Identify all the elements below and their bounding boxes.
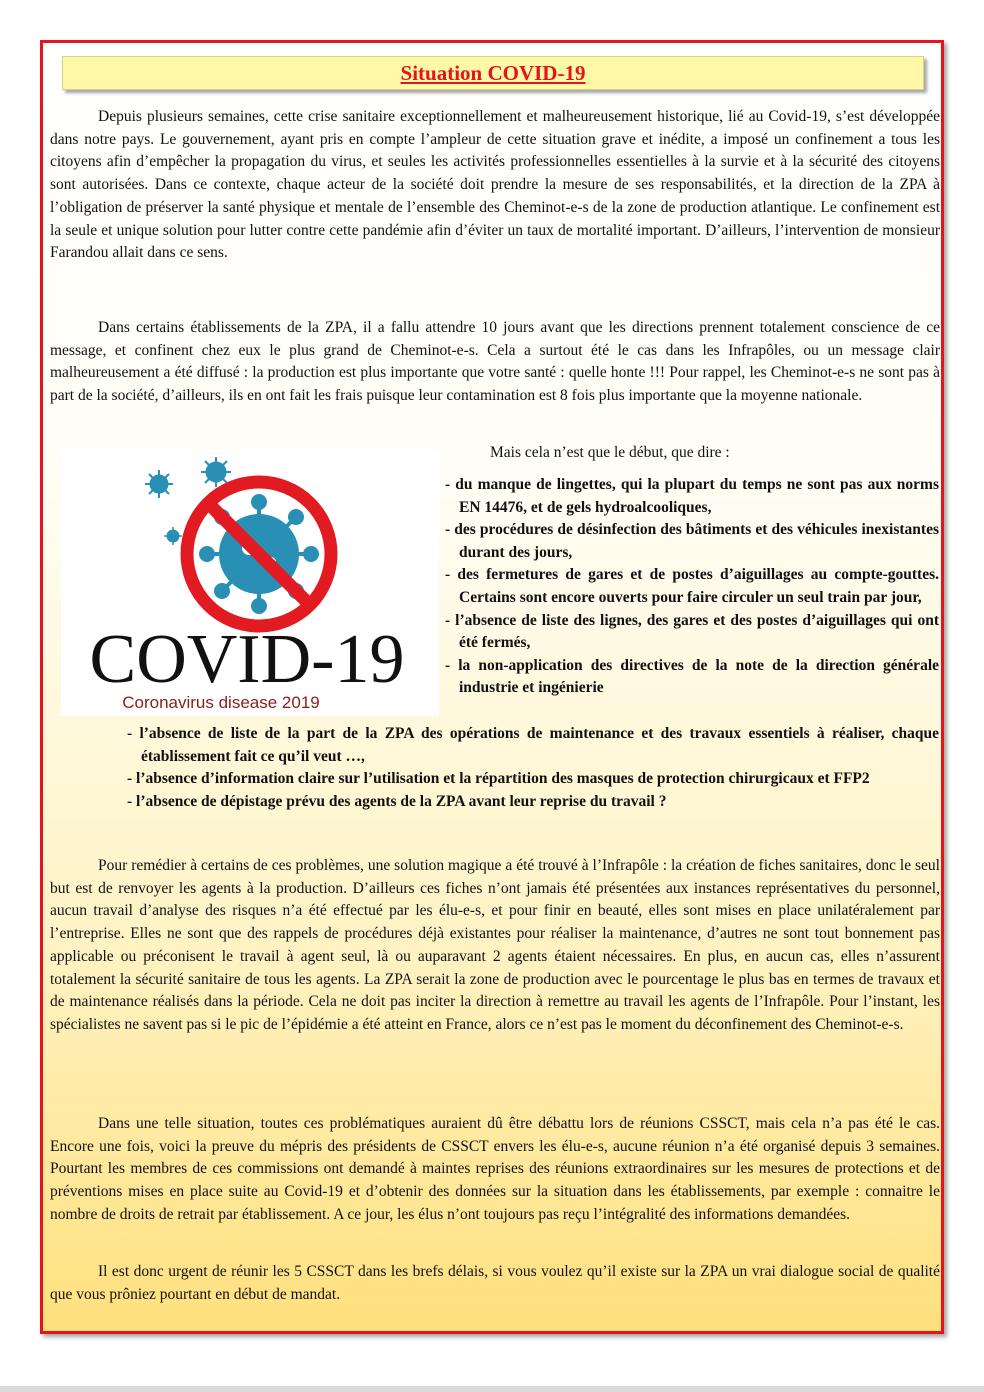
covid-ban-icon bbox=[61, 450, 439, 716]
list-item: - l’absence de dépistage prévu des agents de la ZPA avant leur reprise du travail ? bbox=[127, 792, 667, 810]
issue-list-side bbox=[445, 474, 939, 700]
list-item: - l’absence de liste des lignes, des gares et des postes d’aiguillages qui ont été fermés, bbox=[445, 611, 939, 652]
list-item: - des fermetures de gares et de postes d’aiguillages au compte-gouttes. Certains sont encore ouverts pour faire circuler un seul train par jour, bbox=[445, 566, 939, 606]
covid-caption: Coronavirus disease 2019 bbox=[122, 693, 320, 712]
covid-big-text: COVID-19 bbox=[89, 621, 405, 698]
paragraph-establishments: Dans certains établissements de la ZPA, il a fallu attendre 10 jours avant que les directions prennent totalement conscience de ce message, et confinent chez eux le plus grand de Cheminot-e-s. Cela a surtout été le cas dans les Infrapôles, ou un message clair malheureusement a été diffusé : la production est plus importante que votre santé : quelle honte !!! Pour rappel, les Cheminot-e-s ne sont pas à part de la société, d’ailleurs, ils en ont fait les frais puisque leur contamination est 8 fois plus importante que la moyenne nationale. bbox=[50, 319, 940, 405]
covid-illustration bbox=[61, 450, 439, 716]
paragraph-fiches: Pour remédier à certains de ces problèmes, une solution magique a été trouvé à l’Infrapôle : la création de fiches sanitaires, donc le seul but est de renvoyer les agents à la production. D’ailleurs ces fiches n’ont jamais été présentées aux instances représentatives du personnel, aucun travail d’analyse des risques n’a été effectué par les élu-e-s, et pour finir en beauté, elles sont mises en place unilatéralement par l’entreprise. Elles ne sont que des rappels de procédures déjà existantes pour réaliser la maintenance, d’autres ne sont tout bonnement pas applicable ou préconisent le travail à agent seul, là ou auparavant 2 agents étaient nécessaires. En plus, en aucun cas, elles n’assurent totalement la sécurité sanitaire de tous les agents. La ZPA serait la zone de production avec le pourcentage le plus bas en termes de travaux et de maintenance réalisés dans la période. Cela ne doit pas inciter la direction à remettre au travail les agents de l’Infrapôle. Pour l’instant, les spécialistes ne savent pas si le pic de l’épidémie a été atteint en France, alors ce n’est pas le moment du déconfinement des Cheminot-e-s. bbox=[50, 857, 940, 1033]
list-item: - l’absence d’information claire sur l’utilisation et la répartition des masques de protection chirurgicaux et FFP2 bbox=[127, 770, 870, 788]
page-title: Situation COVID-19 bbox=[400, 61, 586, 85]
paragraph-cssct: Dans une telle situation, toutes ces problématiques auraient dû être débattu lors de réunions CSSCT, mais cela n’a pas été le cas. Encore une fois, voici la preuve du mépris des présidents de CSSCT envers les élu-e-s, aucune réunion n’a été organisé depuis 3 semaines. Pourtant les membres de ces commissions ont demandé à maintes reprises des réunions extraordinaires sur les mesures de protections et de préventions mises en place suite au Covid-19 et d’obtenir des données sur la situation dans les établissements, par exemple : connaitre le nombre de droits de retrait par établissement. A ce jour, les élus n’ont toujours pas reçu l’intégralité des informations demandées. bbox=[50, 1115, 940, 1223]
bottom-bar bbox=[0, 1386, 984, 1392]
paragraph-conclusion: Il est donc urgent de réunir les 5 CSSCT dans les brefs délais, si vous voulez qu’il existe sur la ZPA un vrai dialogue social de qualité que vous prôniez pourtant en début de mandat. bbox=[50, 1263, 940, 1303]
list-item: - des procédures de désinfection des bâtiments et des véhicules inexistantes durant des jours, bbox=[445, 521, 939, 561]
title-banner bbox=[62, 56, 924, 90]
bullet-intro: Mais cela n’est que le début, que dire : bbox=[490, 444, 730, 461]
list-item: - la non-application des directives de la note de la direction générale industrie et ingénierie bbox=[445, 656, 939, 697]
paragraph-intro: Depuis plusieurs semaines, cette crise sanitaire exceptionnellement et malheureusement historique, lié au Covid-19, s’est développée dans notre pays. Le gouvernement, ayant pris en compte l’ampleur de cette situation grave et inédite, a imposé un confinement a tous les citoyens afin d’empêcher la propagation du virus, et seules les activités professionnelles essentielles à la survie et à la sécurité des citoyens sont autorisées. Dans ce contexte, chaque acteur de la société doit prendre la mesure de ses responsabilités, et la direction de la ZPA à l’obligation de préserver la santé physique et mentale de l’ensemble des Cheminot-e-s de la zone de production atlantique. Le confinement est la seule et unique solution pour lutter contre cette pandémie afin d’éviter un taux de mortalité important. D’ailleurs, l’intervention de monsieur Farandou allait dans ce sens. bbox=[50, 108, 940, 262]
issue-list-full bbox=[127, 723, 939, 813]
page-frame bbox=[40, 40, 944, 1334]
list-item: - l’absence de liste de la part de la ZPA des opérations de maintenance et des travaux essentiels à réaliser, chaque établissement fait ce qu’il veut …, bbox=[127, 725, 939, 765]
list-item: - du manque de lingettes, qui la plupart du temps ne sont pas aux norms EN 14476, et de gels hydroalcooliques, bbox=[445, 476, 939, 516]
